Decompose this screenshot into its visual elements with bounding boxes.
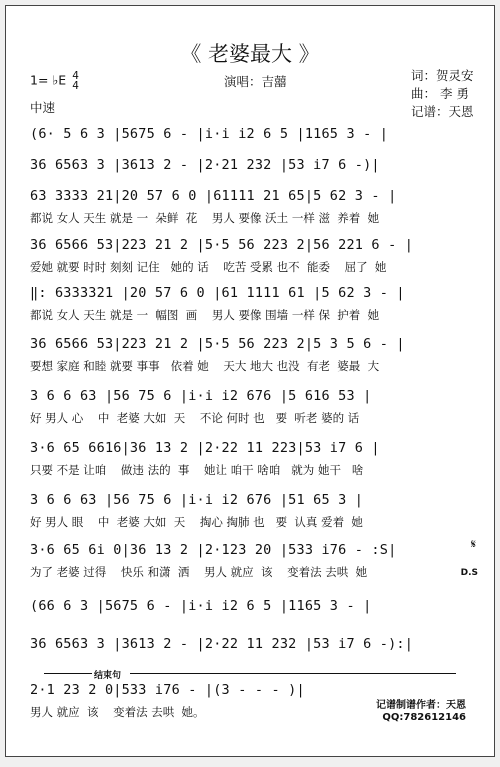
lyricist: 词：贺灵安 bbox=[411, 68, 474, 83]
lyric-line: 为了 老婆 过得 快乐 和潇 洒 男人 就应 该 变着法 去哄 她 bbox=[30, 565, 368, 579]
ending-bracket-right bbox=[130, 673, 456, 674]
notation-line: 63 3333 21|20 57 6 0 |61111 21 65|5 62 3 - | bbox=[30, 188, 397, 204]
notation-line: 3 6 6 63 |56 75 6 |i·i i2 676 |5 616 53 | bbox=[30, 388, 372, 404]
segno-icon: 𝄋 bbox=[470, 537, 476, 551]
notation-line: 36 6563 3 |3613 2 - |2·21 232 |53 i7 6 -)| bbox=[30, 157, 380, 173]
lyric-line: 好 男人 心 中 老婆 大如 天 不论 何时 也 要 听老 婆的 话 bbox=[30, 411, 360, 425]
song-title: 《 老婆最大 》 bbox=[180, 42, 320, 66]
notation-line: 36 6566 53|223 21 2 |5·5 56 223 2|5 3 5 6 - | bbox=[30, 336, 405, 352]
lyric-line: 好 男人 眼 中 老婆 大如 天 掏心 掏肺 也 要 认真 爱着 她 bbox=[30, 515, 363, 529]
lyric-line: 男人 就应 该 变着法 去哄 她。 bbox=[30, 705, 205, 719]
notation-line: 2·1 23 2 0|533 i76 - |(3 - - - )| bbox=[30, 682, 305, 698]
singer: 演唱：吉囍 bbox=[224, 74, 287, 89]
ending-label: 结束句 bbox=[94, 671, 122, 681]
lyric-line: 都说 女人 天生 就是 一 朵鲜 花 男人 要像 沃土 一样 滋 养着 她 bbox=[30, 211, 380, 225]
composer: 曲： 李 勇 bbox=[411, 86, 469, 101]
lyric-line: 只要 不是 让咱 做违 法的 事 她让 咱干 啥咱 就为 她干 啥 bbox=[30, 463, 364, 477]
notation-line: 36 6566 53|223 21 2 |5·5 56 223 2|56 221 6 - | bbox=[30, 237, 414, 253]
lyric-line: 要想 家庭 和睦 就要 事事 依着 她 天大 地大 也没 有老 婆最 大 bbox=[30, 359, 380, 373]
score-sheet bbox=[5, 5, 495, 757]
ending-bracket-left bbox=[44, 673, 92, 674]
transcriber: 记谱：天恩 bbox=[411, 104, 474, 119]
ds-marking: D.S bbox=[460, 568, 478, 578]
credit-author: 记谱制谱作者：天恩 bbox=[376, 700, 466, 711]
notation-line: 36 6563 3 |3613 2 - |2·22 11 232 |53 i7 6 -):| bbox=[30, 636, 414, 652]
tempo-marking: 中速 bbox=[30, 100, 56, 115]
time-signature bbox=[72, 71, 79, 91]
notation-line: 3 6 6 63 |56 75 6 |i·i i2 676 |51 65 3 | bbox=[30, 492, 364, 508]
lyric-line: 都说 女人 天生 就是 一 幅图 画 男人 要像 围墙 一样 保 护着 她 bbox=[30, 308, 380, 322]
notation-line: 3·6 65 6i 0|36 13 2 |2·123 20 |533 i76 - :S| bbox=[30, 542, 397, 558]
notation-line: 3·6 65 6616|36 13 2 |2·22 11 223|53 i7 6 | bbox=[30, 440, 380, 456]
notation-line: (66 6 3 |5675 6 - |i·i i2 6 5 |1165 3 - | bbox=[30, 598, 372, 614]
notation-line: (6· 5 6 3 |5675 6 - |i·i i2 6 5 |1165 3 - | bbox=[30, 126, 389, 142]
key-signature bbox=[30, 71, 79, 91]
credit-qq: QQ:782612146 bbox=[382, 712, 466, 723]
lyric-line: 爱她 就要 时时 刻刻 记住 她的 话 吃苦 受累 也不 能委 屈了 她 bbox=[30, 260, 387, 274]
notation-line: ‖: 6333321 |20 57 6 0 |61 1111 61 |5 62 3 - | bbox=[30, 285, 405, 301]
time-sig-top: 4 bbox=[72, 70, 79, 82]
time-sig-bottom: 4 bbox=[72, 80, 79, 92]
key-label: 1= ♭E bbox=[30, 72, 67, 88]
